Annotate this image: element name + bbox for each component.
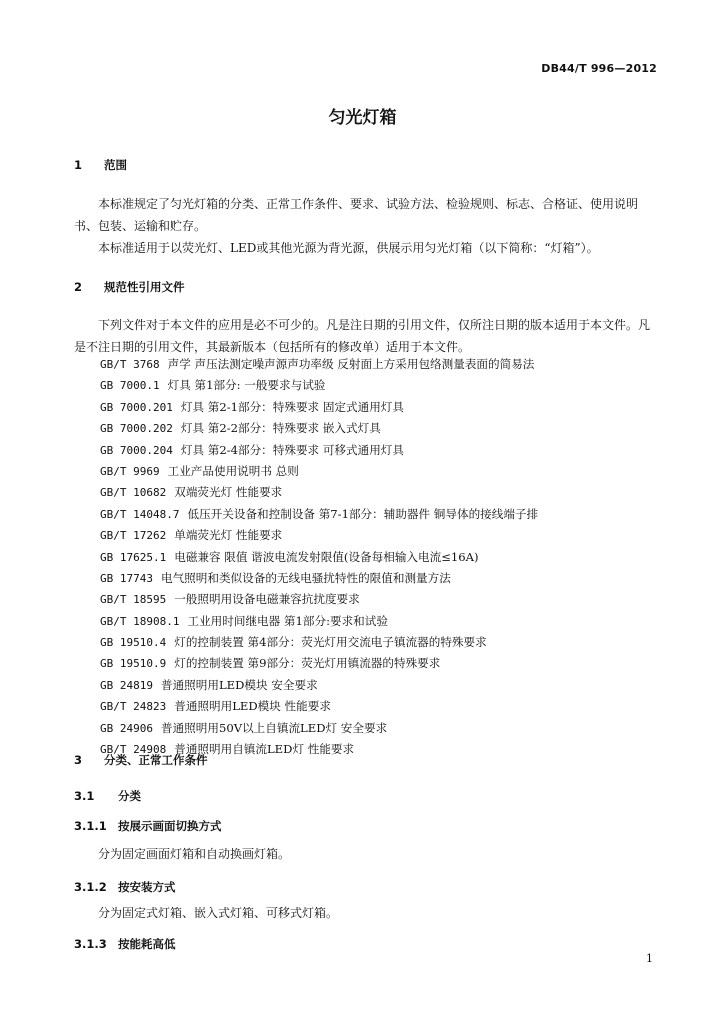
reference-code: GB 7000.202 [100, 422, 173, 436]
section-number: 3 [74, 753, 83, 767]
reference-title: 双端荧光灯 性能要求 [174, 485, 283, 500]
section-3-1-3-heading: 3.1.3 按能耗高低 [74, 937, 176, 951]
reference-item [100, 440, 538, 461]
reference-title: 灯具 第2-2部分：特殊要求 嵌入式灯具 [180, 421, 381, 436]
section-1-heading [74, 157, 127, 173]
reference-title: 灯的控制装置 第9部分：荧光灯用镇流器的特殊要求 [174, 656, 441, 671]
reference-code: GB 7000.1 [100, 379, 160, 393]
reference-item [100, 568, 538, 589]
reference-item [100, 696, 538, 717]
reference-title: 工业产品使用说明书 总则 [167, 463, 299, 478]
section-number: 2 [74, 280, 83, 294]
reference-title: 普通照明用LED模块 性能要求 [174, 699, 331, 714]
section-title: 规范性引用文件 [104, 280, 185, 294]
reference-item [100, 504, 538, 525]
reference-item [100, 375, 538, 396]
reference-code: GB 19510.4 [100, 636, 167, 650]
section-title: 分类、正常工作条件 [104, 753, 208, 767]
normative-references-list [100, 354, 538, 760]
section-3-1-2-heading: 3.1.2 按安装方式 [74, 880, 176, 894]
reference-title: 灯具 第2-4部分：特殊要求 可移式通用灯具 [180, 442, 404, 457]
reference-item [100, 653, 538, 674]
reference-code: GB 7000.204 [100, 443, 173, 457]
page-number: 1 [646, 952, 653, 965]
section-number: 1 [74, 158, 83, 172]
reference-code: GB/T 14048.7 [100, 507, 180, 521]
reference-code: GB 19510.9 [100, 657, 167, 671]
section-3-1-1-heading: 3.1.1 按展示画面切换方式 [74, 819, 222, 833]
reference-code: GB/T 3768 [100, 358, 160, 371]
reference-title: 电气照明和类似设备的无线电骚扰特性的限值和测量方法 [160, 570, 451, 585]
section-3-1-2-text: 分为固定式灯箱、嵌入式灯箱、可移式灯箱。 [98, 906, 339, 920]
reference-item [100, 675, 538, 696]
reference-code: GB 24819 [100, 678, 153, 692]
reference-item [100, 547, 538, 568]
reference-title: 低压开关设备和控制设备 第7-1部分：辅助器件 铜导体的接线端子排 [187, 506, 539, 521]
reference-code: GB 24906 [100, 721, 153, 735]
section-3-1-heading: 3.1 分类 [74, 789, 141, 803]
reference-item [100, 718, 538, 739]
reference-title: 电磁兼容 限值 谐波电流发射限值(设备每相输入电流≤16A) [174, 549, 479, 564]
reference-item [100, 397, 538, 418]
reference-item [100, 525, 538, 546]
reference-item [100, 589, 538, 610]
reference-code: GB/T 9969 [100, 464, 160, 478]
reference-title: 普通照明用50V以上自镇流LED灯 安全要求 [160, 720, 388, 735]
section-1-paragraph-1: 本标准规定了匀光灯箱的分类、正常工作条件、要求、试验方法、检验规则、标志、合格证、使用说明书、包装、运输和贮存。 [74, 197, 639, 233]
reference-code: GB/T 24908 [100, 743, 167, 757]
reference-title: 普通照明用LED模块 安全要求 [160, 677, 318, 692]
section-3-1-1-text: 分为固定画面灯箱和自动换画灯箱。 [98, 847, 291, 861]
reference-code: GB/T 24823 [100, 700, 167, 714]
reference-item [100, 418, 538, 439]
reference-code: GB 17625.1 [100, 550, 167, 564]
reference-title: 单端荧光灯 性能要求 [174, 528, 283, 543]
reference-code: GB 17743 [100, 571, 153, 585]
reference-title: 灯的控制装置 第4部分：荧光灯用交流电子镇流器的特殊要求 [174, 635, 487, 650]
page-title: 匀光灯箱 [328, 108, 397, 128]
reference-code: GB/T 10682 [100, 486, 167, 500]
standard-number: DB44/T 996—2012 [541, 62, 657, 75]
reference-title: 工业用时间继电器 第1部分:要求和试验 [187, 613, 388, 628]
reference-code: GB/T 17262 [100, 529, 167, 543]
reference-code: GB/T 18908.1 [100, 614, 180, 628]
section-title: 范围 [104, 158, 127, 172]
reference-item [100, 482, 538, 503]
reference-title: 一般照明用设备电磁兼容抗扰度要求 [174, 592, 360, 607]
section-2-heading [74, 279, 185, 295]
reference-title: 灯具 第1部分: 一般要求与试验 [167, 378, 326, 393]
reference-title: 普通照明用自镇流LED灯 性能要求 [174, 742, 355, 757]
section-3-heading [74, 752, 208, 768]
reference-code: GB/T 18595 [100, 593, 167, 607]
section-1-paragraph-2: 本标准适用于以荧光灯、LED或其他光源为背光源，供展示用匀光灯箱（以下简称：“灯箱”）。 [98, 241, 599, 255]
section-2-paragraph: 下列文件对于本文件的应用是必不可少的。凡是注日期的引用文件，仅所注日期的版本适用于本文件。凡是不注日期的引用文件，其最新版本（包括所有的修改单）适用于本文件。 [74, 318, 651, 354]
reference-item [100, 354, 538, 375]
reference-item [100, 632, 538, 653]
reference-item [100, 611, 538, 632]
reference-title: 灯具 第2-1部分：特殊要求 固定式通用灯具 [180, 399, 404, 414]
reference-code: GB 7000.201 [100, 400, 173, 414]
reference-item [100, 461, 538, 482]
reference-title: 声学 声压法测定噪声源声功率级 反射面上方采用包络测量表面的简易法 [167, 357, 535, 371]
